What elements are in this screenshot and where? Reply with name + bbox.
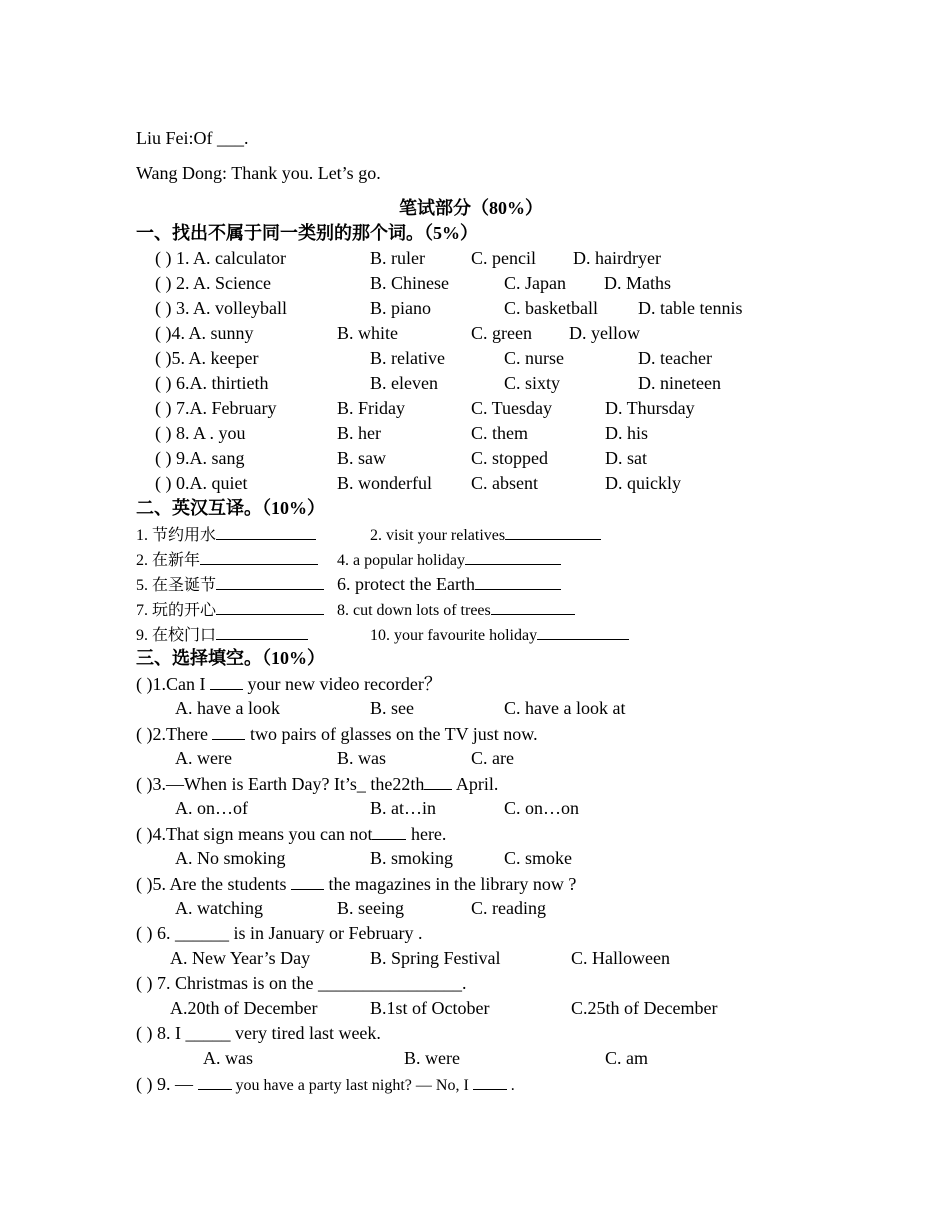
answer-blank[interactable] bbox=[537, 622, 629, 640]
section1-heading: 一、找出不属于同一类别的那个词。（5%） bbox=[136, 223, 478, 243]
option-c: C. smoke bbox=[504, 848, 573, 868]
option-a: A.20th of December bbox=[170, 998, 318, 1018]
answer-blank[interactable] bbox=[212, 722, 245, 740]
option-c: C. sixty bbox=[504, 373, 561, 393]
option-c: C. pencil bbox=[471, 248, 536, 268]
answer-blank[interactable] bbox=[473, 1072, 507, 1090]
option-d: D. table tennis bbox=[638, 298, 743, 318]
translation-item: 1. 节约用水 bbox=[136, 522, 316, 547]
option-d: D. quickly bbox=[605, 473, 681, 493]
question-stem: ( ) 6. ______ is in January or February . bbox=[136, 923, 423, 943]
question-stem: ( ) 9. — you have a party last night? — No, I . bbox=[136, 1074, 515, 1094]
question-stem: ( ) 7. Christmas is on the ________________. bbox=[136, 973, 467, 993]
answer-blank[interactable] bbox=[491, 597, 575, 615]
option-b: B. Friday bbox=[337, 398, 406, 418]
option-b: B. was bbox=[337, 748, 386, 768]
answer-blank[interactable] bbox=[198, 1072, 232, 1090]
option-b: B. white bbox=[337, 323, 398, 343]
option-d: D. his bbox=[605, 423, 649, 443]
option-d: D. sat bbox=[605, 448, 647, 468]
option-c: C. reading bbox=[471, 898, 546, 918]
option-c: C. on…on bbox=[504, 798, 580, 818]
option-d: D. teacher bbox=[638, 348, 712, 368]
question-stem: ( )3.—When is Earth Day? It’s_ the22th April. bbox=[136, 774, 499, 794]
answer-blank[interactable] bbox=[475, 572, 561, 590]
translation-item: 10. your favourite holiday bbox=[370, 622, 629, 647]
translation-item: 2. visit your relatives bbox=[370, 522, 601, 547]
translation-item: 7. 玩的开心 bbox=[136, 597, 324, 622]
question-stem: ( )1.Can I your new video recorder？ bbox=[136, 674, 442, 694]
question-number: ( )4. A. sunny bbox=[155, 323, 254, 343]
option-b: B. see bbox=[370, 698, 414, 718]
question-stem: ( )5. Are the students the magazines in the library now ? bbox=[136, 874, 577, 894]
question-stem: ( ) 8. I _____ very tired last week. bbox=[136, 1023, 381, 1043]
answer-blank[interactable] bbox=[200, 547, 318, 565]
option-a: A. have a look bbox=[175, 698, 280, 718]
option-c: C. basketball bbox=[504, 298, 598, 318]
question-number: ( ) 2. A. Science bbox=[155, 273, 271, 293]
option-b: B. seeing bbox=[337, 898, 404, 918]
answer-blank[interactable] bbox=[372, 822, 406, 840]
question-stem: ( )2.There two pairs of glasses on the TV just now. bbox=[136, 724, 538, 744]
dialogue-line: Wang Dong: Thank you. Let’s go. bbox=[136, 163, 381, 183]
section3-heading: 三、选择填空。（10%） bbox=[136, 648, 325, 668]
section2-heading: 二、英汉互译。（10%） bbox=[136, 498, 325, 518]
option-a: A. New Year’s Day bbox=[170, 948, 311, 968]
translation-item: 5. 在圣诞节 bbox=[136, 572, 324, 597]
question-number: ( ) 6.A. thirtieth bbox=[155, 373, 269, 393]
option-b: B. Spring Festival bbox=[370, 948, 501, 968]
option-b: B. smoking bbox=[370, 848, 454, 868]
translation-item: 9. 在校门口 bbox=[136, 622, 308, 647]
option-b: B. wonderful bbox=[337, 473, 432, 493]
option-a: A. watching bbox=[175, 898, 263, 918]
answer-blank[interactable] bbox=[424, 772, 452, 790]
option-b: B. her bbox=[337, 423, 381, 443]
translation-item: 4. a popular holiday bbox=[337, 547, 561, 572]
question-stem: ( )4.That sign means you can not here. bbox=[136, 824, 447, 844]
option-c: C. Japan bbox=[504, 273, 566, 293]
option-c: C. Tuesday bbox=[471, 398, 553, 418]
answer-blank[interactable] bbox=[216, 522, 316, 540]
option-b: B. eleven bbox=[370, 373, 438, 393]
option-b: B. relative bbox=[370, 348, 445, 368]
answer-blank[interactable] bbox=[505, 522, 601, 540]
question-number: ( ) 0.A. quiet bbox=[155, 473, 248, 493]
question-number: ( ) 8. A . you bbox=[155, 423, 246, 443]
translation-item: 6. protect the Earth bbox=[337, 572, 561, 595]
option-d: D. Maths bbox=[604, 273, 671, 293]
option-d: D. Thursday bbox=[605, 398, 695, 418]
option-c: C. them bbox=[471, 423, 528, 443]
question-number: ( ) 3. A. volleyball bbox=[155, 298, 287, 318]
option-c: C. nurse bbox=[504, 348, 564, 368]
question-number: ( ) 9.A. sang bbox=[155, 448, 245, 468]
option-b: B. at…in bbox=[370, 798, 436, 818]
option-b: B. ruler bbox=[370, 248, 425, 268]
option-c: C. absent bbox=[471, 473, 538, 493]
option-c: C. Halloween bbox=[571, 948, 670, 968]
option-c: C. am bbox=[605, 1048, 648, 1068]
answer-blank[interactable] bbox=[216, 597, 324, 615]
option-b: B.1st of October bbox=[370, 998, 490, 1018]
answer-blank[interactable] bbox=[216, 622, 308, 640]
option-b: B. were bbox=[404, 1048, 460, 1068]
option-c: C. green bbox=[471, 323, 532, 343]
option-d: D. hairdryer bbox=[573, 248, 661, 268]
option-c: C. stopped bbox=[471, 448, 549, 468]
option-a: A. was bbox=[203, 1048, 253, 1068]
answer-blank[interactable] bbox=[210, 672, 243, 690]
option-b: B. Chinese bbox=[370, 273, 449, 293]
answer-blank[interactable] bbox=[291, 872, 324, 890]
dialogue-line: Liu Fei:Of ___. bbox=[136, 128, 249, 148]
option-d: D. nineteen bbox=[638, 373, 721, 393]
option-b: B. piano bbox=[370, 298, 431, 318]
answer-blank[interactable] bbox=[216, 572, 324, 590]
answer-blank[interactable] bbox=[465, 547, 561, 565]
translation-item: 8. cut down lots of trees bbox=[337, 597, 575, 622]
option-a: A. on…of bbox=[175, 798, 248, 818]
option-a: A. No smoking bbox=[175, 848, 286, 868]
translation-item: 2. 在新年 bbox=[136, 547, 318, 572]
question-number: ( ) 7.A. February bbox=[155, 398, 277, 418]
question-number: ( ) 1. A. calculator bbox=[155, 248, 286, 268]
option-a: A. were bbox=[175, 748, 232, 768]
question-number: ( )5. A. keeper bbox=[155, 348, 259, 368]
option-c: C.25th of December bbox=[571, 998, 718, 1018]
option-c: C. have a look at bbox=[504, 698, 626, 718]
option-b: B. saw bbox=[337, 448, 386, 468]
option-c: C. are bbox=[471, 748, 514, 768]
written-part-title: 笔试部分（80%） bbox=[399, 198, 543, 218]
option-d: D. yellow bbox=[569, 323, 640, 343]
